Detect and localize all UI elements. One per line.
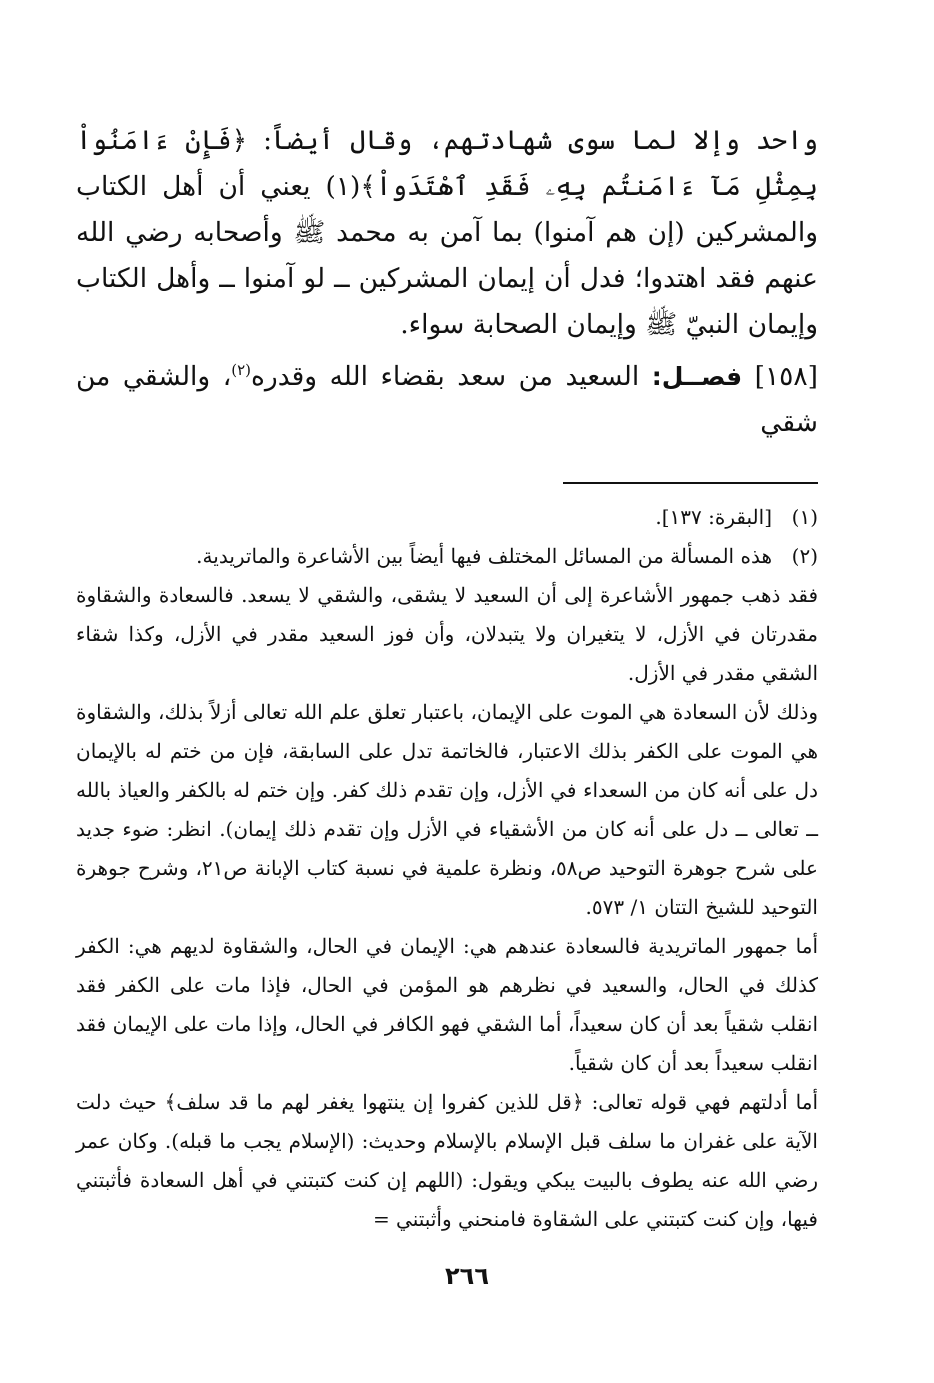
section-number: [١٥٨] [754, 361, 818, 392]
footnote-reference: (٢) [231, 361, 252, 380]
footnote-2-paragraph-1: فقد ذهب جمهور الأشاعرة إلى أن السعيد لا يشقى، والشقي لا يسعد. فالسعادة والشقاوة مقدرتان في الأزل، لا يتغيران ولا يتبدلان، وأن فوز السعيد مقدر في الأزل، وكذا شقاء الشقي مقدر في الأزل. [76, 583, 819, 685]
footnote-2-intro: هذه المسألة من المسائل المختلف فيها أيضاً بين الأشاعرة والماتريدية. [196, 544, 772, 568]
footnote-1-mark: (١) [791, 505, 818, 529]
footnote-1 [76, 498, 818, 537]
footnote-2-mark: (٢) [791, 544, 818, 568]
section-text: السعيد من سعد بقضاء الله وقدره [251, 361, 640, 392]
footnote-2-paragraph-3: أما جمهور الماتريدية فالسعادة عندهم هي: الإيمان في الحال، والشقاوة لديهم هي: الكفر كذلك في الحال، والسعيد في نظرهم هو المؤمن في الحال، فإذا مات على الكفر فقد انقلب شقياً بعد أن كان سعيداً، أما الشقي فهو الكافر في الحال، وإذا مات على الإيمان فقد انقلب سعيداً بعد أن كان شقياً. [76, 934, 818, 1075]
footnote-2-paragraph-2: وذلك لأن السعادة هي الموت على الإيمان، باعتبار تعلق علم الله تعالى أزلاً بذلك، والشقاوة هي الموت على الكفر بذلك الاعتبار، فالخاتمة تدل على السابقة، فإن من ختم له بالإيمان دل على أنه كان من السعداء في الأزل، وإن تقدم ذلك كفر. وإن ختم له بالكفر والعياذ بالله ــ تعالى ــ دل على أنه كان من الأشقياء في الأزل وإن تقدم ذلك إيمان). انظر: ضوء جديد على شرح جوهرة التوحيد ص٥٨، ونظرة علمية في نسبة كتاب الإبانة ص٢١، وشرح جوهرة التوحيد للشيخ التتان ١/ ٥٧٣. [76, 700, 819, 919]
footnote-2-paragraph-4: أما أدلتهم فهي قوله تعالى: ﴿قل للذين كفروا إن ينتهوا يغفر لهم ما قد سلف﴾ حيث دلت الآية على غفران ما سلف قبل الإسلام بالإسلام وحديث: (الإسلام يجب ما قبله). وكان عمر رضي الله عنه يطوف بالبيت يبكي ويقول: (اللهم إن كنت كتبتني في أهل السعادة فأثبتني فيها، وإن كنت كتبتني على الشقاوة فامنحني وأثبتني = [76, 1090, 818, 1231]
footnote-separator [563, 482, 818, 484]
page-number: ٢٦٦ [445, 1262, 489, 1290]
footnotes [76, 498, 818, 1239]
section-heading-paragraph [76, 354, 818, 446]
main-paragraph: واحد وإلا لما سوى شهادتهم، وقال أيضاً: ﴿فَإِنْ ءَامَنُواْ بِمِثْلِ مَآ ءَامَنتُم بِهِۦ فَقَدِ ٱهْتَدَواْ﴾(١) يعني أن أهل الكتاب والمشركين (إن هم آمنوا) بما آمن به محمد ﷺ وأصحابه رضي الله عنهم فقد اهتدوا؛ فدل أن إيمان المشركين ــ لو آمنوا ــ وأهل الكتاب وإيمان النبيّ ﷺ وإيمان الصحابة سواء. [76, 125, 818, 340]
section-label: فصــل: [651, 362, 743, 391]
footnote-2 [76, 537, 818, 576]
footnote-1-text: [البقرة: ١٣٧]. [655, 505, 772, 529]
page-body [76, 118, 818, 1239]
section-text-continued: ، والشقي من شقي [76, 361, 818, 438]
